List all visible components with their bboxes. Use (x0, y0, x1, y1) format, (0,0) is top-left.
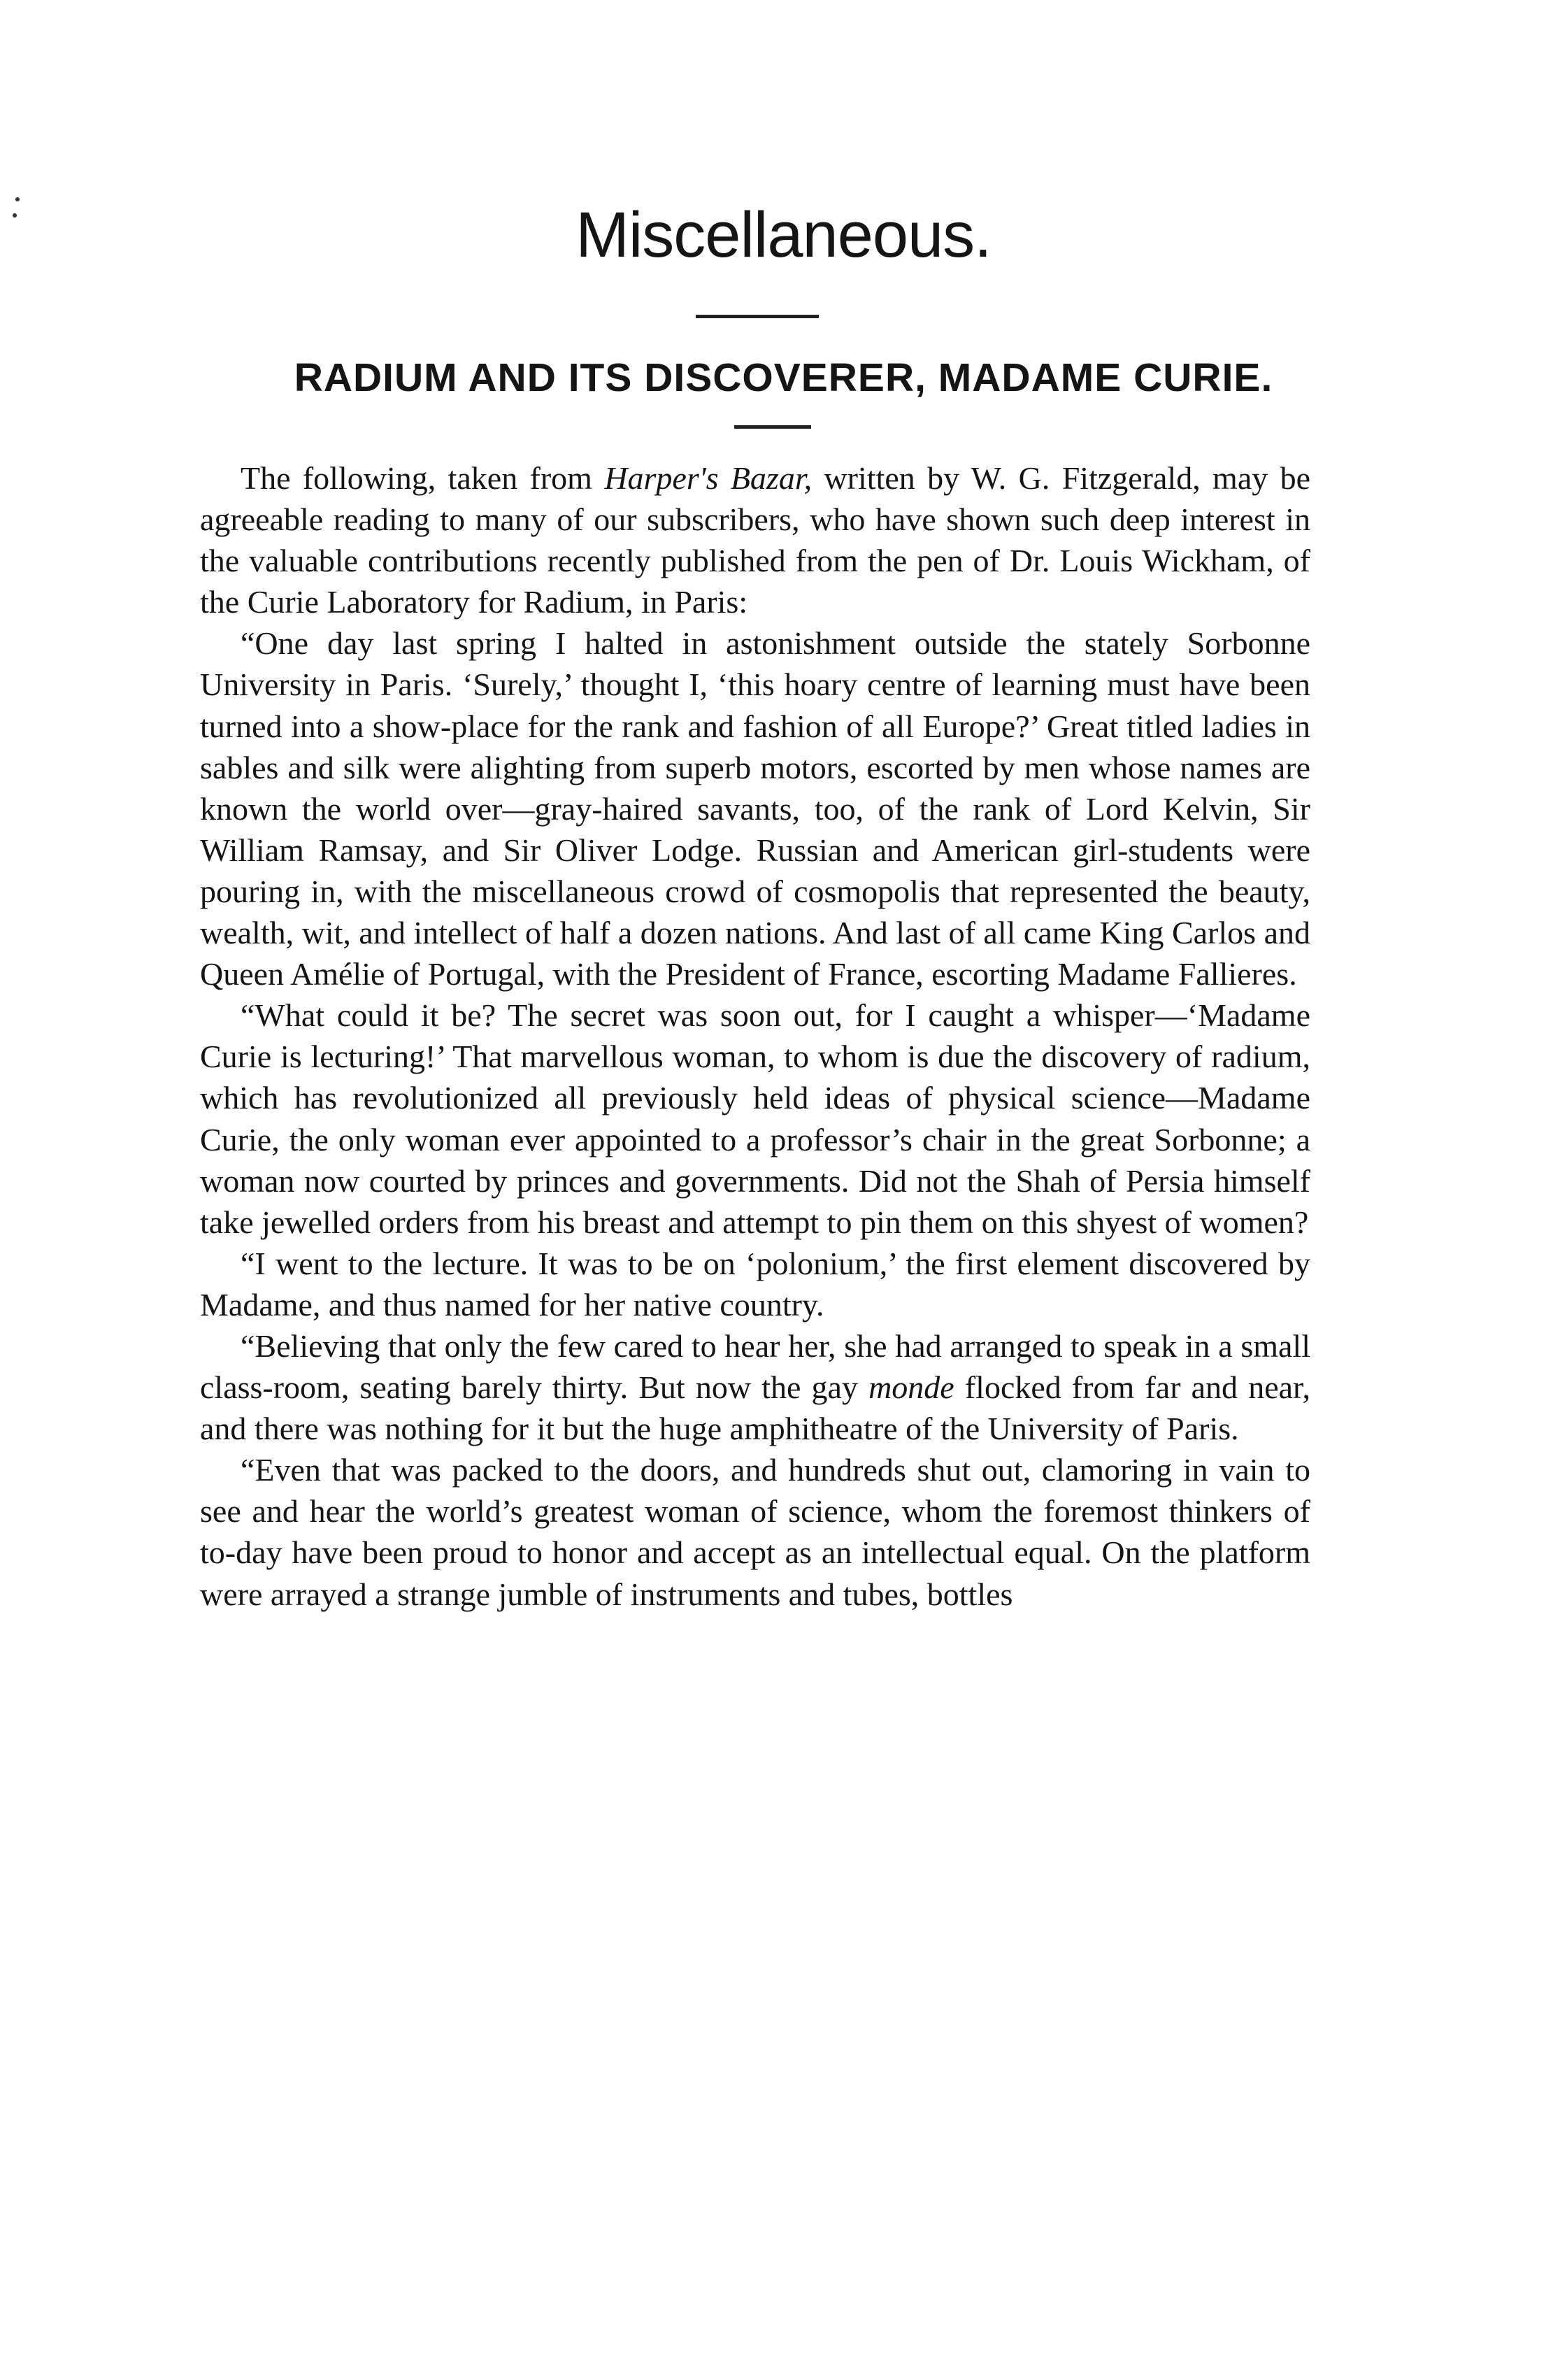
publication-name: Harper's Bazar, (604, 460, 813, 496)
paragraph-text: “Believing that only the few cared to hear her, she had arranged to speak in a small class-room, seating barely thirty. But now the gay (200, 1327, 1310, 1406)
paragraph: “What could it be? The secret was soon out, for I caught a whisper—‘Madame Curie is lecturing!’ That marvellous woman, to whom is due the discovery of radium, which has revolutionized all previously held ideas of physical science—Madame Curie, the only woman ever appointed to a professor’s chair in the great Sorbonne; a woman now courted by princes and governments. Did not the Shah of Persia himself take jewelled orders from his breast and attempt to pin them on this shyest of women? (200, 997, 1310, 1240)
article-title: RADIUM AND ITS DISCOVERER, MADAME CURIE. (294, 355, 1273, 400)
article-divider (734, 425, 811, 429)
paragraph-text: flocked from far and near, and there was nothing for it but the huge amphitheatre of the University of Paris. (200, 1369, 1310, 1447)
section-title: Miscellaneous. (575, 199, 992, 271)
italic-word: monde (868, 1369, 954, 1406)
paragraph-text: The following, taken from (241, 460, 605, 496)
margin-speck (15, 197, 20, 201)
paragraph: “Even that was packed to the doors, and hundreds shut out, clamoring in vain to see and hear the world’s greatest woman of science, whom the foremost thinkers of to-day have been proud to honor and accept as an intellectual equal. On the platform were arrayed a strange jumble of instruments and tubes, bottles (200, 1452, 1310, 1612)
paragraph (200, 1325, 1310, 1449)
paragraph: “One day last spring I halted in astonishment outside the stately Sorbonne University in Paris. ‘Surely,’ thought I, ‘this hoary centre of learning must have been turned into a show-place for the rank and fashion of all Europe?’ Great titled ladies in sables and silk were alighting from superb motors, escorted by men whose names are known the world over—gray-haired savants, too, of the rank of Lord Kelvin, Sir William Ramsay, and Sir Oliver Lodge. Russian and American girl-students were pouring in, with the miscellaneous crowd of cosmopolis that represented the beauty, wealth, wit, and intellect of half a dozen nations. And last of all came King Carlos and Queen Amélie of Portugal, with the President of France, escorting Madame Fallieres. (200, 625, 1310, 992)
article-body (200, 457, 1310, 1615)
title-divider (696, 315, 819, 318)
paragraph: “I went to the lecture. It was to be on ‘polonium,’ the first element discovered by Madame, and thus named for her native country. (200, 1245, 1310, 1323)
paragraph-text: written by W. G. Fitzgerald, may be agreeable reading to many of our subscribers, who have shown such deep interest in the valuable contributions recently published from the pen of Dr. Louis Wickham, of the Curie Laboratory for Radium, in Paris: (200, 460, 1310, 620)
paragraph-intro (200, 457, 1310, 622)
